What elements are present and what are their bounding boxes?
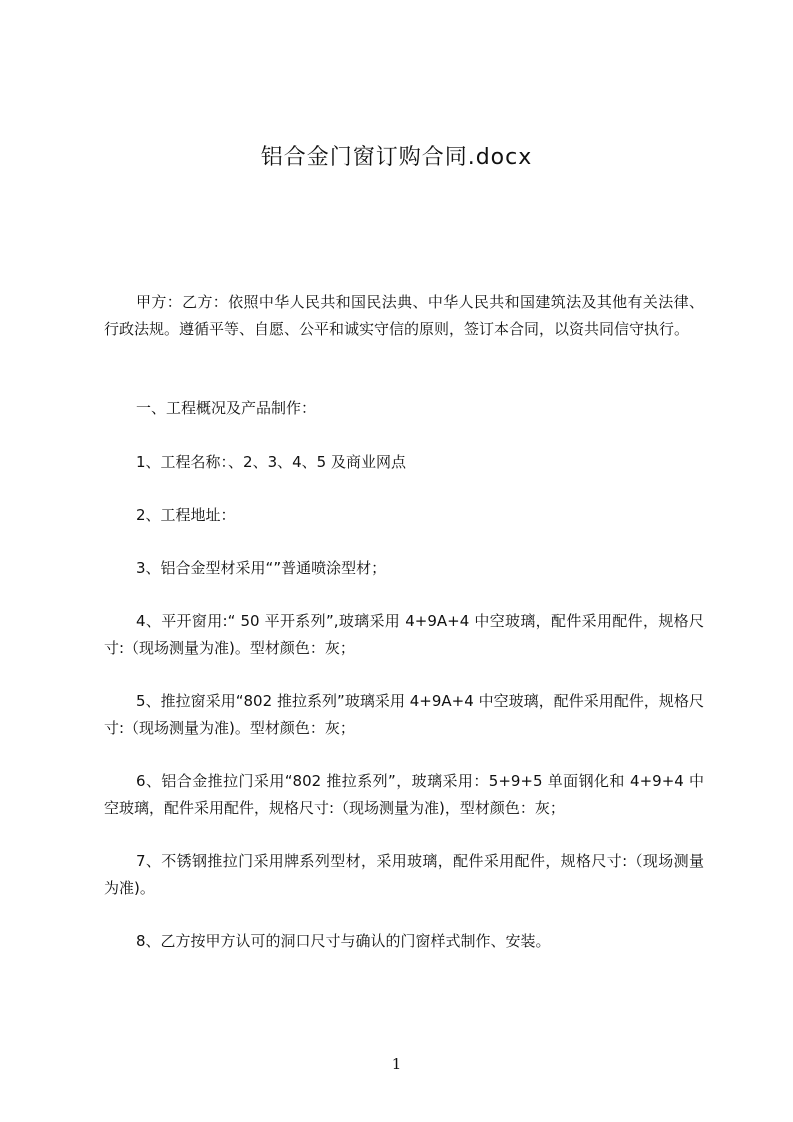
list-item-7: 7、不锈钢推拉门采用牌系列型材，采用玻璃，配件采用配件，规格尺寸:（现场测量为准)。	[104, 852, 704, 897]
document-title: 铝合金门窗订购合同.docx	[260, 145, 533, 170]
list-item-3: 3、铝合金型材采用“”普通喷涂型材；	[136, 559, 387, 577]
list-item-4: 4、平开窗用:“ 50 平开系列”,玻璃采用 4+9A+4 中空玻璃，配件采用配件，规格尺寸:（现场测量为准)。型材颜色：灰；	[104, 612, 704, 657]
list-item-1: 1、工程名称：、2、3、4、5 及商业网点	[136, 453, 406, 471]
intro-paragraph: 甲方：乙方：依照中华人民共和国民法典、中华人民共和国建筑法及其他有关法律、行政法规。遵循平等、自愿、公平和诚实守信的原则，签订本合同，以资共同信守执行。	[104, 293, 704, 338]
section-heading: 一、工程概况及产品制作：	[136, 399, 317, 417]
list-item-2: 2、工程地址：	[136, 506, 236, 524]
list-item-5: 5、推拉窗采用“802 推拉系列”玻璃采用 4+9A+4 中空玻璃，配件采用配件，规格尺寸:（现场测量为准)。型材颜色：灰；	[104, 692, 704, 737]
list-item-6: 6、铝合金推拉门采用“802 推拉系列”，玻璃采用：5+9+5 单面钢化和 4+9+4 中空玻璃，配件采用配件，规格尺寸:（现场测量为准)，型材颜色：灰；	[104, 772, 704, 817]
list-item-8: 8、乙方按甲方认可的洞口尺寸与确认的门窗样式制作、安装。	[136, 932, 551, 950]
page-number: 1	[391, 1055, 402, 1073]
